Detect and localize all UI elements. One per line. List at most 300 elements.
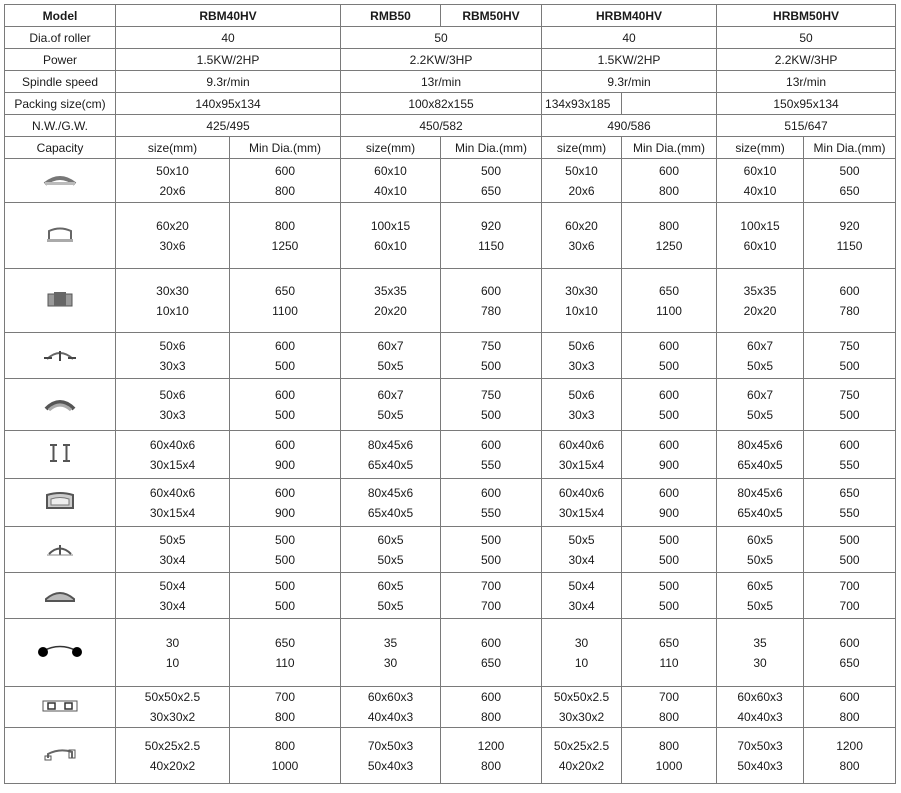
profile-cell bbox=[5, 619, 116, 687]
min-dia-value: 1000 bbox=[271, 758, 299, 773]
min-dia-value: 600 bbox=[659, 437, 680, 452]
capacity-header-row bbox=[5, 137, 896, 159]
min-dia-cell bbox=[804, 728, 896, 784]
min-dia-value: 650 bbox=[839, 485, 860, 500]
min-dia-value: 500 bbox=[274, 578, 296, 593]
min-dia-cell bbox=[230, 527, 341, 573]
min-dia-value: 750 bbox=[839, 387, 860, 402]
size-value: 30x4 bbox=[159, 598, 186, 613]
min-dia-cell bbox=[441, 687, 542, 728]
size-value: 60x7 bbox=[377, 387, 404, 402]
size-value: 50x6 bbox=[568, 338, 595, 353]
min-dia-header: Min Dia.(mm) bbox=[622, 137, 717, 159]
size-value: 50x25x2.5 bbox=[553, 738, 610, 753]
min-dia-value: 900 bbox=[659, 457, 680, 472]
min-dia-cell bbox=[230, 379, 341, 431]
model-rbm50hv: RBM50HV bbox=[441, 5, 542, 27]
spec-value: 13r/min bbox=[717, 71, 896, 93]
size-value: 10x10 bbox=[565, 303, 598, 318]
min-dia-value: 800 bbox=[659, 218, 680, 233]
size-value: 30x4 bbox=[159, 552, 186, 567]
min-dia-value: 600 bbox=[659, 163, 680, 178]
size-cell bbox=[717, 728, 804, 784]
min-dia-cell bbox=[804, 573, 896, 619]
min-dia-value: 600 bbox=[839, 690, 860, 704]
min-dia-value: 500 bbox=[839, 407, 860, 422]
min-dia-value: 1000 bbox=[655, 758, 683, 773]
specification-table bbox=[4, 4, 896, 784]
min-dia-cell bbox=[230, 333, 341, 379]
size-value: 60x10 bbox=[743, 163, 777, 178]
min-dia-value: 800 bbox=[659, 710, 680, 724]
capacity-row bbox=[5, 379, 896, 431]
min-dia-value: 920 bbox=[481, 218, 502, 233]
size-cell bbox=[542, 333, 622, 379]
min-dia-value: 500 bbox=[274, 532, 296, 547]
size-cell bbox=[717, 479, 804, 527]
min-dia-cell bbox=[441, 573, 542, 619]
min-dia-value: 110 bbox=[275, 655, 295, 670]
min-dia-value: 900 bbox=[274, 505, 296, 520]
min-dia-value: 550 bbox=[839, 505, 860, 520]
spec-value: 13r/min bbox=[341, 71, 542, 93]
size-cell bbox=[341, 203, 441, 269]
min-dia-value: 500 bbox=[839, 358, 860, 373]
size-cell bbox=[341, 527, 441, 573]
min-dia-value: 500 bbox=[274, 407, 296, 422]
spec-row bbox=[5, 71, 896, 93]
size-value: 20x20 bbox=[743, 303, 777, 318]
min-dia-cell bbox=[230, 203, 341, 269]
size-value: 30x30 bbox=[565, 283, 598, 298]
size-value: 20x6 bbox=[568, 183, 595, 198]
size-value: 10x10 bbox=[156, 303, 189, 318]
size-value: 50x5 bbox=[747, 358, 774, 373]
spec-value: 425/495 bbox=[116, 115, 341, 137]
size-cell bbox=[717, 431, 804, 479]
size-value: 65x40x5 bbox=[367, 505, 414, 520]
min-dia-value: 780 bbox=[839, 303, 860, 318]
size-value: 60x10 bbox=[374, 238, 407, 253]
size-value: 10 bbox=[574, 655, 589, 670]
min-dia-cell bbox=[441, 159, 542, 203]
min-dia-header: Min Dia.(mm) bbox=[804, 137, 896, 159]
min-dia-value: 500 bbox=[659, 358, 680, 373]
size-value: 50x40x3 bbox=[737, 758, 783, 773]
angle-out-icon bbox=[45, 539, 75, 560]
min-dia-cell bbox=[441, 431, 542, 479]
size-value: 30x3 bbox=[159, 358, 186, 373]
size-cell bbox=[341, 269, 441, 333]
min-dia-cell bbox=[804, 159, 896, 203]
min-dia-cell bbox=[230, 269, 341, 333]
size-value: 30 bbox=[165, 635, 180, 650]
spec-row bbox=[5, 115, 896, 137]
profile-cell bbox=[5, 269, 116, 333]
size-cell bbox=[717, 333, 804, 379]
size-value: 80x45x6 bbox=[367, 437, 414, 452]
spec-value: 490/586 bbox=[542, 115, 717, 137]
min-dia-value: 500 bbox=[659, 407, 680, 422]
size-value: 40x20x2 bbox=[558, 758, 605, 773]
size-value: 50x50x2.5 bbox=[553, 690, 610, 704]
profile-cell bbox=[5, 527, 116, 573]
min-dia-value: 550 bbox=[481, 457, 502, 472]
min-dia-value: 800 bbox=[274, 183, 296, 198]
min-dia-value: 500 bbox=[481, 532, 502, 547]
size-cell bbox=[542, 479, 622, 527]
size-value: 60x20 bbox=[565, 218, 598, 233]
min-dia-cell bbox=[804, 333, 896, 379]
min-dia-cell bbox=[441, 203, 542, 269]
min-dia-cell bbox=[230, 687, 341, 728]
model-label: Model bbox=[5, 5, 116, 27]
min-dia-value: 750 bbox=[481, 338, 502, 353]
min-dia-value: 500 bbox=[481, 552, 502, 567]
capacity-row bbox=[5, 687, 896, 728]
size-value: 50x5 bbox=[377, 552, 404, 567]
min-dia-value: 700 bbox=[274, 690, 296, 704]
min-dia-cell bbox=[230, 573, 341, 619]
size-cell bbox=[341, 333, 441, 379]
min-dia-value: 500 bbox=[659, 578, 680, 593]
size-value: 35 bbox=[753, 635, 767, 650]
size-value: 30x3 bbox=[568, 358, 595, 373]
size-value: 50x40x3 bbox=[367, 758, 414, 773]
min-dia-value: 500 bbox=[274, 598, 296, 613]
size-value: 30x6 bbox=[159, 238, 186, 253]
min-dia-value: 600 bbox=[481, 437, 502, 452]
min-dia-cell bbox=[804, 431, 896, 479]
size-cell bbox=[116, 269, 230, 333]
min-dia-cell bbox=[622, 431, 717, 479]
size-cell bbox=[116, 479, 230, 527]
min-dia-cell bbox=[441, 728, 542, 784]
size-value: 70x50x3 bbox=[367, 738, 414, 753]
min-dia-value: 600 bbox=[659, 387, 680, 402]
min-dia-value: 600 bbox=[274, 338, 296, 353]
min-dia-value: 500 bbox=[839, 552, 860, 567]
size-value: 30x15x4 bbox=[149, 457, 196, 472]
min-dia-cell bbox=[622, 269, 717, 333]
min-dia-cell bbox=[230, 159, 341, 203]
size-cell bbox=[717, 269, 804, 333]
model-rbm40hv: RBM40HV bbox=[116, 5, 341, 27]
size-cell bbox=[542, 619, 622, 687]
min-dia-value: 1200 bbox=[477, 738, 505, 753]
min-dia-cell bbox=[804, 527, 896, 573]
size-cell bbox=[542, 159, 622, 203]
min-dia-value: 500 bbox=[274, 358, 296, 373]
size-value: 40x10 bbox=[374, 183, 407, 198]
min-dia-cell bbox=[441, 379, 542, 431]
min-dia-value: 900 bbox=[659, 505, 680, 520]
min-dia-value: 700 bbox=[481, 578, 502, 593]
spec-value: 50 bbox=[341, 27, 542, 49]
min-dia-cell bbox=[804, 203, 896, 269]
spec-value: 50 bbox=[717, 27, 896, 49]
size-value: 50x10 bbox=[156, 163, 189, 178]
capacity-row bbox=[5, 527, 896, 573]
min-dia-cell bbox=[441, 479, 542, 527]
capacity-row bbox=[5, 333, 896, 379]
min-dia-value: 500 bbox=[659, 598, 680, 613]
size-value: 50x4 bbox=[159, 578, 186, 593]
size-value: 80x45x6 bbox=[367, 485, 414, 500]
min-dia-value: 800 bbox=[481, 710, 502, 724]
size-cell bbox=[341, 431, 441, 479]
size-value: 50x6 bbox=[159, 338, 186, 353]
size-cell bbox=[341, 479, 441, 527]
spec-value: 2.2KW/3HP bbox=[341, 49, 542, 71]
spec-label: Spindle speed bbox=[5, 71, 116, 93]
size-value: 50x5 bbox=[377, 407, 404, 422]
min-dia-cell bbox=[622, 728, 717, 784]
min-dia-value: 800 bbox=[659, 738, 680, 753]
min-dia-value: 600 bbox=[274, 163, 296, 178]
size-cell bbox=[341, 687, 441, 728]
size-cell bbox=[116, 379, 230, 431]
capacity-row bbox=[5, 728, 896, 784]
min-dia-value: 650 bbox=[659, 635, 680, 650]
min-dia-cell bbox=[441, 527, 542, 573]
size-value: 30x15x4 bbox=[558, 505, 605, 520]
size-value: 30 bbox=[574, 635, 589, 650]
min-dia-value: 800 bbox=[481, 758, 502, 773]
size-cell bbox=[542, 431, 622, 479]
min-dia-cell bbox=[622, 479, 717, 527]
size-value: 80x45x6 bbox=[737, 437, 783, 452]
min-dia-cell bbox=[230, 431, 341, 479]
min-dia-cell bbox=[622, 379, 717, 431]
size-cell bbox=[116, 431, 230, 479]
size-cell bbox=[542, 687, 622, 728]
size-value: 10 bbox=[165, 655, 180, 670]
size-value: 60x60x3 bbox=[367, 690, 414, 704]
i-beam-icon bbox=[45, 443, 75, 466]
size-value: 50x6 bbox=[159, 387, 186, 402]
size-value: 60x40x6 bbox=[149, 485, 196, 500]
size-value: 60x40x6 bbox=[558, 485, 605, 500]
min-dia-value: 500 bbox=[839, 532, 860, 547]
spec-row bbox=[5, 49, 896, 71]
size-value: 35 bbox=[383, 635, 398, 650]
capacity-row bbox=[5, 479, 896, 527]
size-value: 30x4 bbox=[568, 552, 595, 567]
spec-value: 515/647 bbox=[717, 115, 896, 137]
spec-row bbox=[5, 93, 896, 115]
spec-value: 450/582 bbox=[341, 115, 542, 137]
size-cell bbox=[116, 728, 230, 784]
min-dia-value: 1200 bbox=[836, 738, 863, 753]
round-bar-icon bbox=[37, 644, 83, 661]
min-dia-value: 650 bbox=[481, 655, 502, 670]
size-value: 35x35 bbox=[374, 283, 407, 298]
size-cell bbox=[116, 333, 230, 379]
min-dia-value: 1250 bbox=[271, 238, 299, 253]
size-value: 50x5 bbox=[159, 532, 186, 547]
channel-icon bbox=[43, 491, 77, 514]
size-value: 65x40x5 bbox=[367, 457, 414, 472]
min-dia-value: 1100 bbox=[656, 303, 682, 318]
spec-value: 40 bbox=[116, 27, 341, 49]
size-value: 30x3 bbox=[159, 407, 186, 422]
size-cell bbox=[542, 379, 622, 431]
spec-label: N.W./G.W. bbox=[5, 115, 116, 137]
spec-value: 9.3r/min bbox=[116, 71, 341, 93]
min-dia-value: 1250 bbox=[655, 238, 683, 253]
size-cell bbox=[116, 203, 230, 269]
size-value: 30x15x4 bbox=[558, 457, 605, 472]
spec-label: Power bbox=[5, 49, 116, 71]
spec-label: Dia.of roller bbox=[5, 27, 116, 49]
min-dia-value: 800 bbox=[839, 710, 860, 724]
size-value: 60x7 bbox=[747, 387, 774, 402]
capacity-row bbox=[5, 573, 896, 619]
min-dia-value: 600 bbox=[481, 283, 502, 298]
min-dia-value: 800 bbox=[659, 183, 680, 198]
profile-cell bbox=[5, 203, 116, 269]
min-dia-value: 600 bbox=[274, 387, 296, 402]
size-value: 50x5 bbox=[747, 552, 774, 567]
spec-row bbox=[5, 27, 896, 49]
size-cell bbox=[116, 159, 230, 203]
size-value: 50x5 bbox=[377, 598, 404, 613]
min-dia-value: 600 bbox=[481, 690, 502, 704]
size-value: 65x40x5 bbox=[737, 505, 783, 520]
size-cell bbox=[116, 527, 230, 573]
spec-label: Packing size(cm) bbox=[5, 93, 116, 115]
size-cell bbox=[341, 619, 441, 687]
size-value: 30x6 bbox=[568, 238, 595, 253]
min-dia-value: 550 bbox=[839, 457, 860, 472]
size-cell bbox=[116, 687, 230, 728]
size-value: 50x5 bbox=[377, 358, 404, 373]
size-value: 20x20 bbox=[374, 303, 407, 318]
min-dia-value: 500 bbox=[481, 407, 502, 422]
min-dia-value: 800 bbox=[274, 218, 296, 233]
size-value: 60x7 bbox=[747, 338, 774, 353]
min-dia-value: 1100 bbox=[272, 303, 298, 318]
min-dia-value: 650 bbox=[659, 283, 680, 298]
size-value: 50x25x2.5 bbox=[144, 738, 201, 753]
min-dia-header: Min Dia.(mm) bbox=[230, 137, 341, 159]
min-dia-value: 700 bbox=[839, 598, 860, 613]
min-dia-value: 600 bbox=[839, 283, 860, 298]
spec-value: 100x82x155 bbox=[341, 93, 542, 115]
model-row bbox=[5, 5, 896, 27]
size-value: 40x40x3 bbox=[367, 710, 414, 724]
capacity-body bbox=[5, 159, 896, 784]
size-value: 60x5 bbox=[377, 578, 404, 593]
size-cell bbox=[717, 573, 804, 619]
size-value: 40x10 bbox=[743, 183, 777, 198]
min-dia-value: 700 bbox=[659, 690, 680, 704]
min-dia-value: 500 bbox=[659, 552, 680, 567]
capacity-row bbox=[5, 269, 896, 333]
t-bar-flange-out-icon bbox=[43, 345, 77, 366]
size-cell bbox=[717, 379, 804, 431]
size-header: size(mm) bbox=[341, 137, 441, 159]
size-cell bbox=[717, 527, 804, 573]
min-dia-value: 600 bbox=[839, 437, 860, 452]
min-dia-cell bbox=[622, 687, 717, 728]
size-value: 60x20 bbox=[156, 218, 189, 233]
min-dia-cell bbox=[804, 687, 896, 728]
min-dia-cell bbox=[441, 619, 542, 687]
min-dia-cell bbox=[804, 619, 896, 687]
profile-cell bbox=[5, 431, 116, 479]
min-dia-value: 750 bbox=[481, 387, 502, 402]
size-value: 50x50x2.5 bbox=[144, 690, 201, 704]
spec-empty bbox=[622, 93, 717, 115]
spec-value: 140x95x134 bbox=[116, 93, 341, 115]
min-dia-value: 750 bbox=[839, 338, 860, 353]
size-value: 80x45x6 bbox=[737, 485, 783, 500]
size-header: size(mm) bbox=[717, 137, 804, 159]
profile-cell bbox=[5, 479, 116, 527]
flat-bar-edgeway-icon bbox=[43, 225, 77, 246]
min-dia-cell bbox=[804, 479, 896, 527]
size-value: 60x10 bbox=[743, 238, 777, 253]
size-value: 30x30x2 bbox=[558, 710, 605, 724]
min-dia-cell bbox=[441, 269, 542, 333]
min-dia-value: 800 bbox=[839, 758, 860, 773]
profile-cell bbox=[5, 573, 116, 619]
rect-tube-icon bbox=[44, 746, 76, 765]
size-value: 60x40x6 bbox=[558, 437, 605, 452]
size-cell bbox=[116, 573, 230, 619]
size-value: 40x20x2 bbox=[149, 758, 196, 773]
size-value: 60x40x6 bbox=[149, 437, 196, 452]
size-value: 30x30 bbox=[156, 283, 189, 298]
size-value: 20x6 bbox=[159, 183, 186, 198]
size-cell bbox=[341, 728, 441, 784]
min-dia-cell bbox=[622, 333, 717, 379]
size-value: 30x4 bbox=[568, 598, 595, 613]
size-cell bbox=[341, 573, 441, 619]
profile-cell bbox=[5, 728, 116, 784]
min-dia-value: 1150 bbox=[478, 238, 504, 253]
min-dia-value: 500 bbox=[274, 552, 296, 567]
profile-cell bbox=[5, 159, 116, 203]
min-dia-cell bbox=[622, 203, 717, 269]
min-dia-value: 600 bbox=[274, 485, 296, 500]
model-hrbm50hv: HRBM50HV bbox=[717, 5, 896, 27]
min-dia-cell bbox=[230, 728, 341, 784]
min-dia-value: 900 bbox=[274, 457, 296, 472]
min-dia-value: 780 bbox=[481, 303, 502, 318]
capacity-row bbox=[5, 203, 896, 269]
size-cell bbox=[341, 159, 441, 203]
size-value: 30 bbox=[383, 655, 398, 670]
min-dia-value: 500 bbox=[481, 163, 502, 178]
spec-value: 1.5KW/2HP bbox=[542, 49, 717, 71]
min-dia-value: 650 bbox=[839, 183, 860, 198]
min-dia-value: 110 bbox=[659, 655, 679, 670]
size-value: 50x4 bbox=[568, 578, 595, 593]
size-cell bbox=[542, 527, 622, 573]
angle-in-icon bbox=[43, 585, 77, 606]
min-dia-value: 650 bbox=[274, 635, 296, 650]
capacity-row bbox=[5, 159, 896, 203]
min-dia-cell bbox=[230, 619, 341, 687]
min-dia-value: 500 bbox=[481, 358, 502, 373]
spec-value: 9.3r/min bbox=[542, 71, 717, 93]
spec-value: 134x93x185 bbox=[542, 93, 622, 115]
size-cell bbox=[542, 203, 622, 269]
min-dia-value: 600 bbox=[839, 635, 860, 650]
